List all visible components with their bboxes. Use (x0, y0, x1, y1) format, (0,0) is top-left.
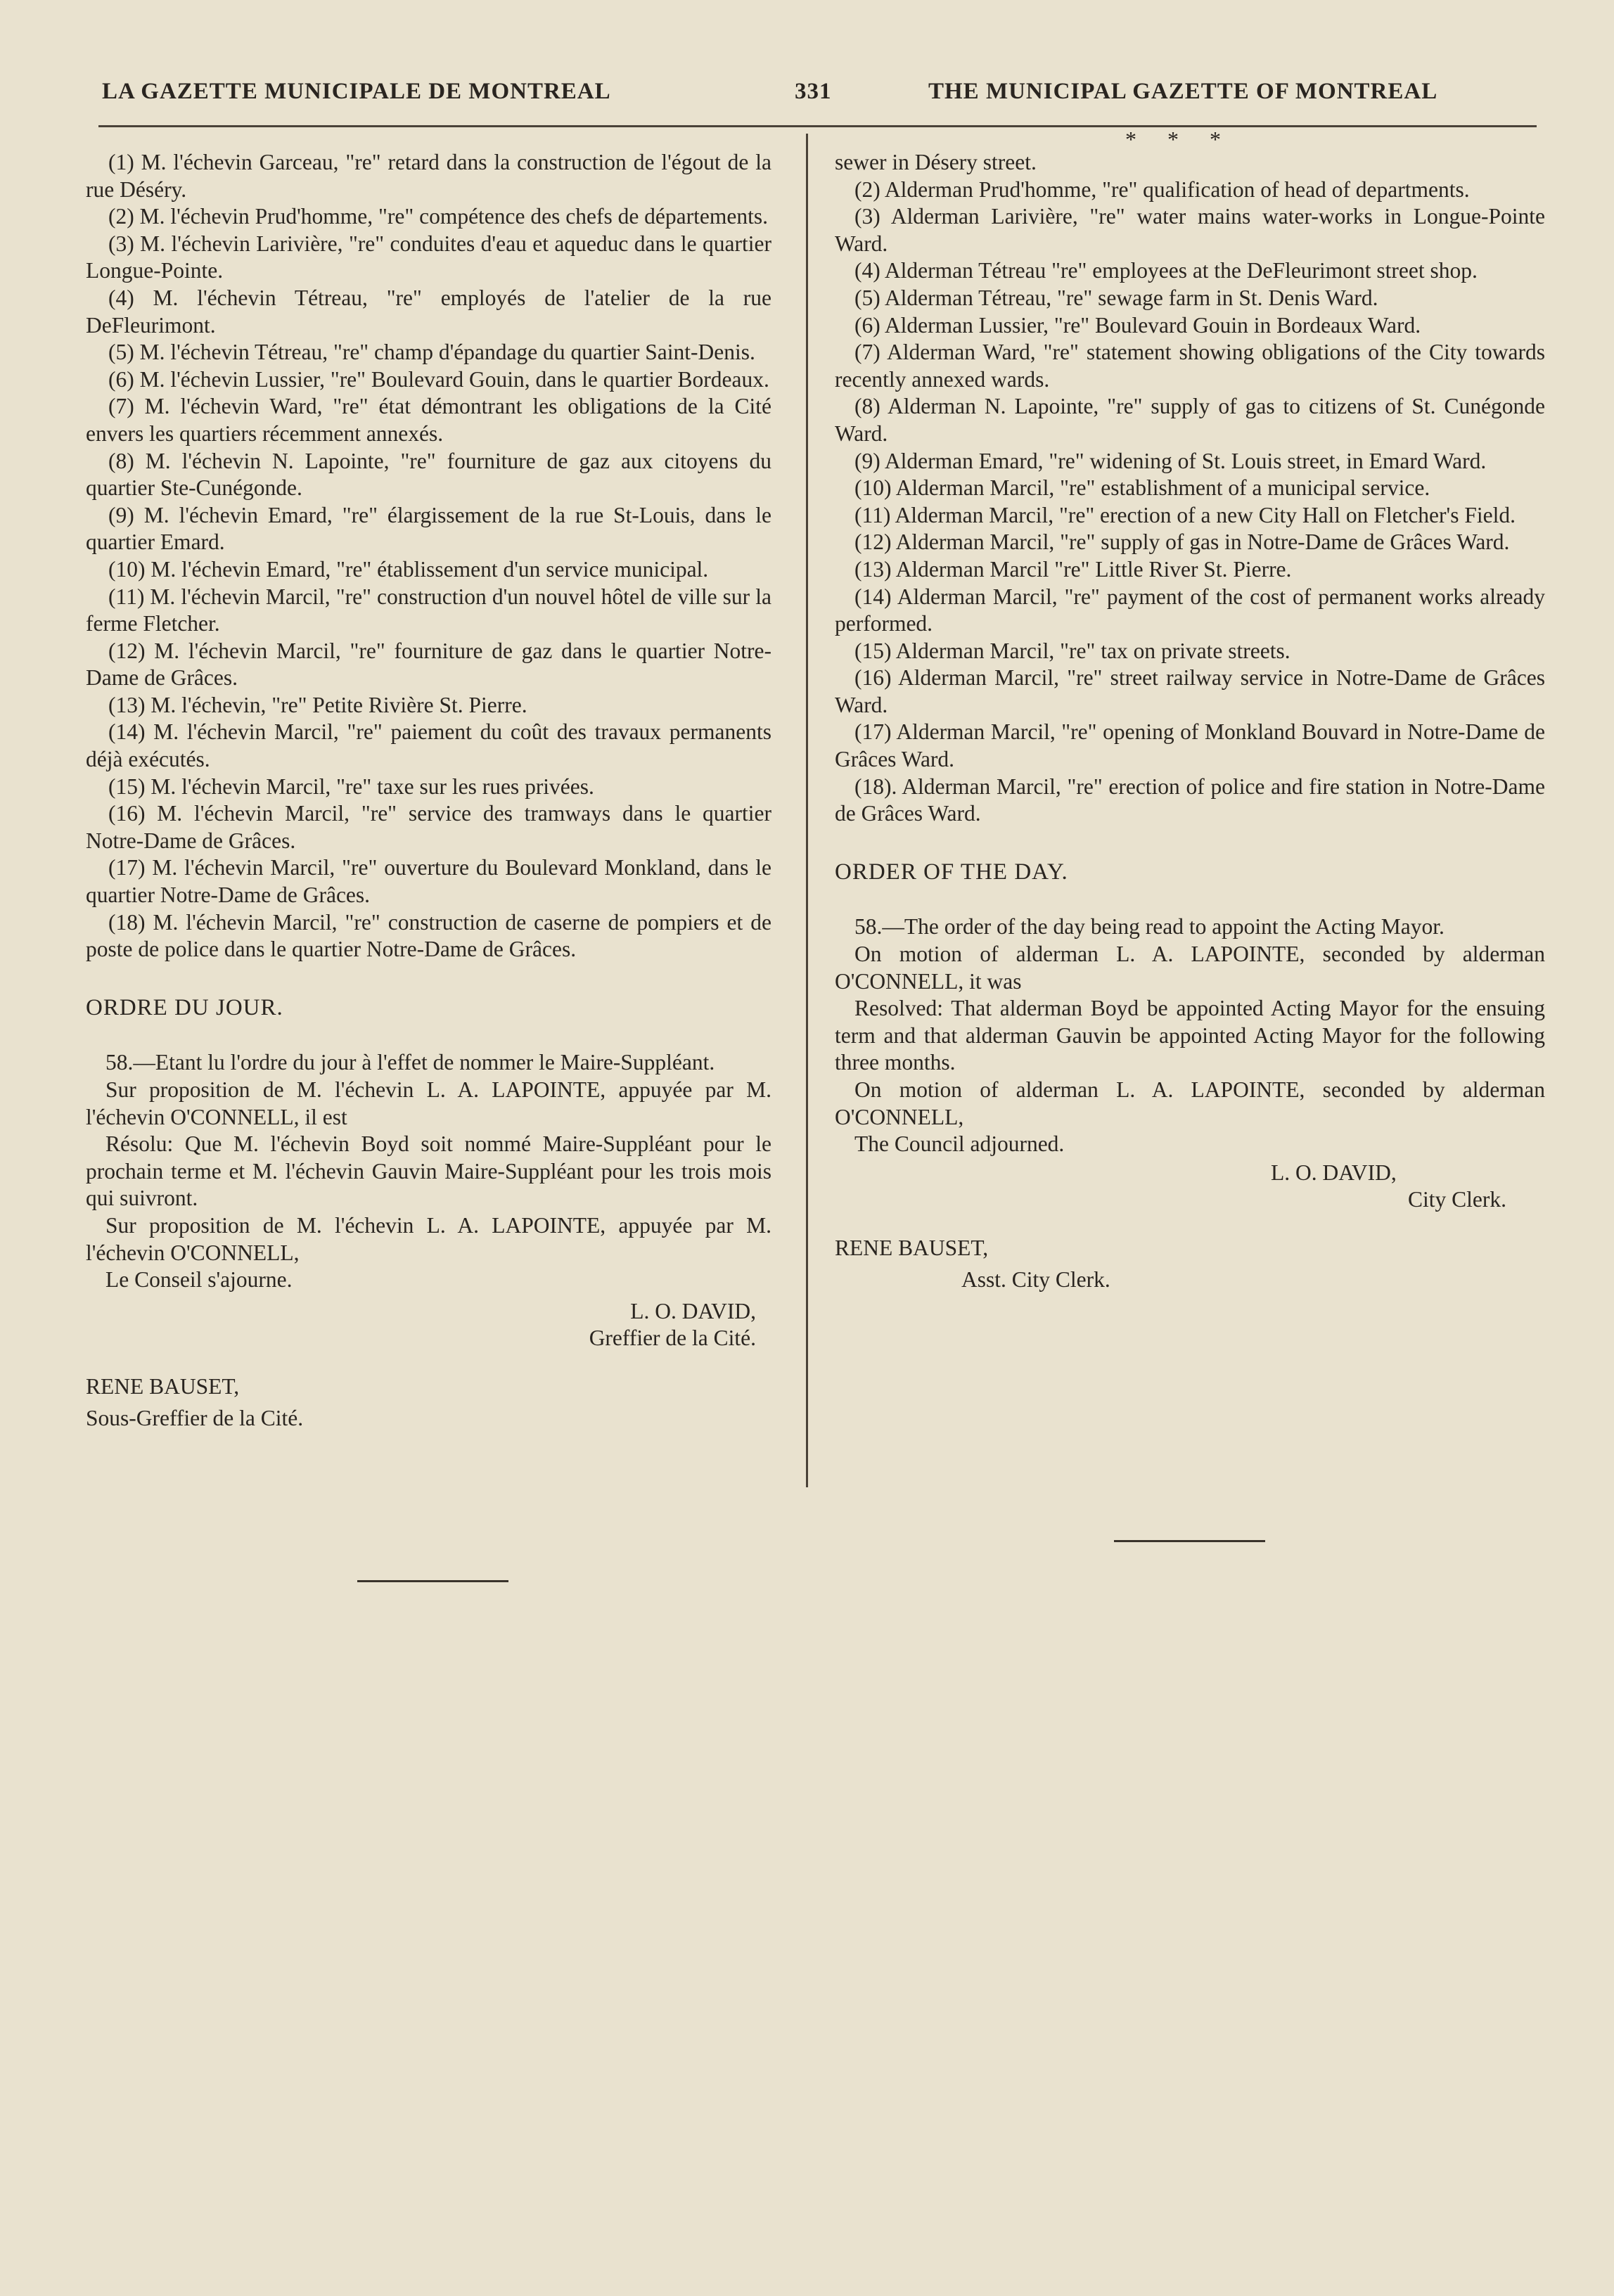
resolution-paragraph: Sur proposition de M. l'échevin L. A. LAPOINTE, appuyée par M. l'échevin O'CONNELL, il est (86, 1077, 771, 1129)
list-item: (6) M. l'échevin Lussier, "re" Boulevard Gouin, dans le quartier Bordeaux. (108, 366, 769, 392)
order-of-day-title-en: ORDER OF THE DAY. (835, 859, 1068, 885)
list-item: (16) Alderman Marcil, "re" street railway service in Notre-Dame de Grâces Ward. (835, 665, 1545, 717)
list-item: (11) M. l'échevin Marcil, "re" construction d'un nouvel hôtel de ville sur la ferme Fletcher. (86, 584, 771, 636)
list-item: (5) M. l'échevin Tétreau, "re" champ d'épandage du quartier Saint-Denis. (108, 340, 755, 365)
list-item: (10) Alderman Marcil, "re" establishment of a municipal service. (854, 475, 1430, 501)
english-column (835, 149, 1545, 1293)
end-rule-right (1114, 1540, 1265, 1542)
list-item: (2) Alderman Prud'homme, "re" qualification of head of departments. (854, 177, 1470, 202)
list-item: (14) Alderman Marcil, "re" payment of the cost of permanent works already performed. (835, 584, 1545, 636)
column-divider (806, 134, 808, 1487)
end-rule-left (357, 1580, 508, 1582)
resolution-paragraph: On motion of alderman L. A. LAPOINTE, seconded by alderman O'CONNELL, it was (835, 942, 1545, 994)
assistant-clerk-title: Sous-Greffier de la Cité. (86, 1405, 304, 1430)
list-item: (3) M. l'échevin Larivière, "re" conduites d'eau et aqueduc dans le quartier Longue-Pointe. (86, 231, 771, 283)
resolution-paragraph: 58.—The order of the day being read to appoint the Acting Mayor. (854, 914, 1445, 939)
clerk-signature-name: L. O. DAVID, (630, 1298, 756, 1323)
header-english-title: THE MUNICIPAL GAZETTE OF MONTREAL (928, 79, 1438, 104)
assistant-clerk-name: RENE BAUSET, (835, 1235, 989, 1260)
resolution-paragraph: Resolved: That alderman Boyd be appointed Acting Mayor for the ensuing term and that alderman Gauvin be appointed Acting Mayor for the following three months. (835, 996, 1545, 1075)
list-item: (12) Alderman Marcil, "re" supply of gas in Notre-Dame de Grâces Ward. (854, 530, 1510, 555)
french-column (86, 149, 771, 1432)
resolution-paragraph: Le Conseil s'ajourne. (105, 1267, 293, 1293)
order-of-day-title-fr: ORDRE DU JOUR. (86, 994, 283, 1020)
header-rule (98, 125, 1537, 127)
list-item: (8) Alderman N. Lapointe, "re" supply of gas to citizens of St. Cunégonde Ward. (835, 394, 1545, 446)
resolution-paragraph: Sur proposition de M. l'échevin L. A. LAPOINTE, appuyée par M. l'échevin O'CONNELL, (86, 1212, 771, 1265)
list-item: (7) M. l'échevin Ward, "re" état démontrant les obligations de la Cité envers les quartiers récemment annexés. (86, 394, 771, 446)
header-french-title: LA GAZETTE MUNICIPALE DE MONTREAL (102, 79, 611, 104)
list-item: (9) Alderman Emard, "re" widening of St. Louis street, in Emard Ward. (854, 448, 1487, 473)
list-item: (7) Alderman Ward, "re" statement showing obligations of the City towards recently annexed wards. (835, 340, 1545, 392)
list-item: (14) M. l'échevin Marcil, "re" paiement du coût des travaux permanents déjà exécutés. (86, 719, 771, 772)
list-item: (5) Alderman Tétreau, "re" sewage farm in St. Denis Ward. (854, 285, 1378, 310)
list-item: (16) M. l'échevin Marcil, "re" service des tramways dans le quartier Notre-Dame de Grâces. (86, 801, 771, 853)
list-item: (6) Alderman Lussier, "re" Boulevard Gouin in Bordeaux Ward. (854, 312, 1421, 338)
list-item: (17) M. l'échevin Marcil, "re" ouverture du Boulevard Monkland, dans le quartier Notre-Dame de Grâces. (86, 855, 771, 908)
assistant-clerk-name: RENE BAUSET, (86, 1373, 240, 1399)
resolution-paragraph: On motion of alderman L. A. LAPOINTE, seconded by alderman O'CONNELL, (835, 1077, 1545, 1129)
list-item: (11) Alderman Marcil, "re" erection of a new City Hall on Fletcher's Field. (854, 502, 1516, 527)
list-item: (13) M. l'échevin, "re" Petite Rivière St. Pierre. (108, 692, 527, 717)
page-number: 331 (795, 79, 832, 104)
list-item: (8) M. l'échevin N. Lapointe, "re" fourniture de gaz aux citoyens du quartier Ste-Cunégonde. (86, 448, 771, 501)
list-item: sewer in Désery street. (835, 150, 1037, 174)
clerk-signature-name: L. O. DAVID, (1271, 1160, 1397, 1185)
clerk-signature-title: Greffier de la Cité. (589, 1326, 756, 1351)
list-item: (18). Alderman Marcil, "re" erection of police and fire station in Notre-Dame de Grâces Ward. (835, 774, 1545, 826)
list-item: (15) Alderman Marcil, "re" tax on private streets. (854, 638, 1290, 663)
list-item: (10) M. l'échevin Emard, "re" établissement d'un service municipal. (108, 556, 709, 582)
list-item: (15) M. l'échevin Marcil, "re" taxe sur les rues privées. (108, 774, 594, 799)
assistant-clerk-title: Asst. City Clerk. (961, 1266, 1110, 1292)
list-item: (17) Alderman Marcil, "re" opening of Monkland Bouvard in Notre-Dame de Grâces Ward. (835, 719, 1545, 772)
clerk-signature-title: City Clerk. (1408, 1187, 1506, 1212)
list-item: (13) Alderman Marcil "re" Little River St. Pierre. (854, 556, 1292, 582)
list-item: (4) M. l'échevin Tétreau, "re" employés de l'atelier de la rue DeFleurimont. (86, 285, 771, 338)
resolution-paragraph: The Council adjourned. (854, 1131, 1065, 1157)
list-item: (3) Alderman Larivière, "re" water mains water-works in Longue-Pointe Ward. (835, 204, 1545, 256)
asterism-ornament: * * * (1125, 127, 1234, 152)
resolution-paragraph: Résolu: Que M. l'échevin Boyd soit nommé Maire-Suppléant pour le prochain terme et M. l'échevin Gauvin Maire-Suppléant pour les trois mois qui suivront. (86, 1131, 771, 1211)
list-item: (9) M. l'échevin Emard, "re" élargissement de la rue St-Louis, dans le quartier Emard. (86, 502, 771, 555)
list-item: (18) M. l'échevin Marcil, "re" construction de caserne de pompiers et de poste de police dans le quartier Notre-Dame de Grâces. (86, 909, 771, 962)
signature-block (835, 1160, 1545, 1293)
resolution-paragraph: 58.—Etant lu l'ordre du jour à l'effet de nommer le Maire-Suppléant. (105, 1050, 715, 1075)
list-item: (2) M. l'échevin Prud'homme, "re" compétence des chefs de départements. (108, 204, 768, 229)
list-item: (12) M. l'échevin Marcil, "re" fourniture de gaz dans le quartier Notre-Dame de Grâces. (86, 638, 771, 691)
list-item: (1) M. l'échevin Garceau, "re" retard dans la construction de l'égout de la rue Déséry. (86, 150, 771, 202)
list-item: (4) Alderman Tétreau "re" employees at the DeFleurimont street shop. (854, 258, 1478, 283)
